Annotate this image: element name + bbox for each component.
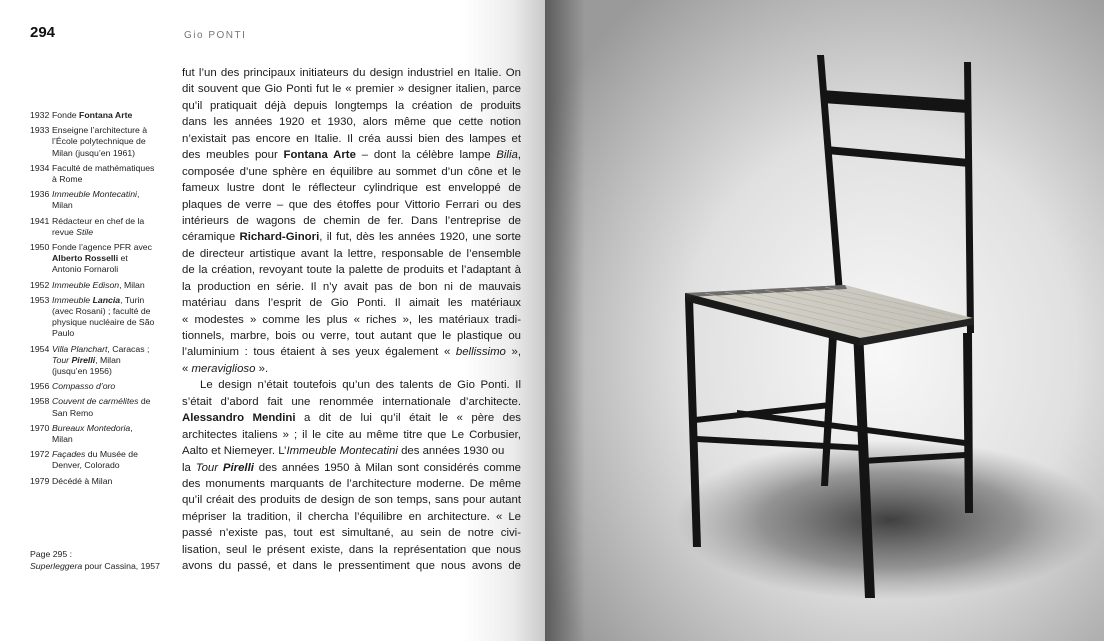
text-run: Immeuble Edison bbox=[52, 279, 120, 290]
text-run: Tour bbox=[52, 354, 72, 365]
emphasis-text: Pirelli bbox=[222, 461, 254, 474]
text-run: Fontana Arte bbox=[79, 110, 133, 120]
chronology-event bbox=[52, 344, 155, 378]
text-run: meraviglioso bbox=[191, 362, 256, 375]
chronology-event bbox=[52, 163, 155, 185]
text-run: des années 1950 à Milan sont considérés comme bbox=[253, 461, 522, 474]
chronology-year: 1954 bbox=[30, 343, 50, 354]
text-run: composée d’une sphère en équilibre au sommet d’un cône et le bbox=[182, 165, 521, 178]
body-text-line bbox=[182, 98, 521, 114]
chronology-entry bbox=[30, 163, 155, 185]
text-run: Faculté de mathématiques à Rome bbox=[52, 162, 155, 185]
chair-shadow bbox=[675, 440, 1104, 600]
text-run: Fontana Arte bbox=[283, 149, 356, 162]
chronology-year: 1956 bbox=[30, 381, 50, 392]
chronology-event bbox=[52, 110, 155, 121]
body-text-line bbox=[182, 509, 521, 525]
emphasis-text: Lancia bbox=[92, 294, 121, 305]
text-run: , Milan bbox=[119, 279, 145, 290]
text-run: dans les années 1920 et 1930, alors même que cette notion bbox=[182, 116, 521, 129]
chronology-entry bbox=[30, 216, 155, 238]
body-text-line bbox=[182, 410, 521, 426]
body-text-line bbox=[182, 492, 521, 508]
text-run: Rédacteur en chef de la revue bbox=[52, 215, 145, 237]
text-run: , Caracas ; bbox=[107, 343, 150, 354]
text-run: , Turin (avec Rosani) ; faculté de physique nucléaire de São Paulo bbox=[52, 294, 155, 339]
text-run: Alessandro Mendini bbox=[182, 412, 296, 425]
text-run: », bbox=[505, 346, 522, 359]
text-run: qu’il pratiquait déjà depuis longtemps la création de produits bbox=[182, 99, 521, 112]
caption-title bbox=[30, 560, 170, 572]
text-run: Stile bbox=[76, 226, 94, 237]
text-run: Tour bbox=[195, 461, 223, 474]
page-number: 294 bbox=[30, 24, 56, 41]
text-run: Couvent de carmélites bbox=[52, 396, 139, 407]
running-head: Gio PONTI bbox=[184, 30, 247, 41]
chronology-entry bbox=[30, 476, 155, 487]
text-run: – dont la célèbre lampe bbox=[355, 149, 497, 162]
text-run: Immeuble Montecatini bbox=[52, 189, 137, 200]
chronology-year: 1970 bbox=[30, 422, 50, 433]
chronology-entry bbox=[30, 280, 155, 291]
text-run: s’était d’abord fait une renommée internationale d’architecte. bbox=[182, 395, 521, 408]
caption-product-name: Superleggera bbox=[30, 561, 83, 571]
text-run: de San Remo bbox=[52, 396, 151, 418]
text-run: a dit de lui qu’il était le « père des bbox=[295, 412, 522, 425]
text-run: du Musée de Denver, Colorado bbox=[52, 449, 138, 471]
chronology-year: 1953 bbox=[30, 294, 50, 305]
text-run: plaques de verre – que des étoffes pour Vittorio Ferrari ou des bbox=[182, 198, 521, 211]
text-run: la bbox=[182, 461, 196, 474]
body-text-line bbox=[182, 197, 521, 213]
text-run: dit souvent que Gio Ponti fut le « premier » designer italien, parce bbox=[182, 83, 521, 96]
text-run: Immeuble bbox=[52, 294, 93, 305]
text-run: , Milan bbox=[52, 189, 140, 211]
photo-caption bbox=[30, 548, 170, 572]
chronology-event bbox=[52, 476, 155, 487]
text-run: n’existait pas encore en Italie. Il créa aussi bien des lampes et bbox=[182, 132, 521, 145]
text-run: Immeuble Montecatini bbox=[286, 445, 398, 458]
chronology-entry bbox=[30, 110, 155, 121]
text-run: Façades bbox=[52, 449, 86, 460]
text-run: céramique bbox=[182, 231, 240, 244]
caption-page-ref: Page 295 : bbox=[30, 549, 73, 559]
chronology-year: 1934 bbox=[30, 162, 50, 173]
chronology-year: 1936 bbox=[30, 189, 50, 200]
chronology-entry bbox=[30, 189, 155, 211]
text-run: « modestes » comme les plus « riches », les matériaux tradi- bbox=[182, 313, 521, 326]
chronology-event bbox=[52, 216, 155, 238]
chronology-entry bbox=[30, 396, 155, 418]
chronology-entry bbox=[30, 344, 155, 378]
text-run: Décédé à Milan bbox=[52, 475, 113, 486]
body-text-line bbox=[182, 81, 521, 97]
text-run: des années 1930 ou bbox=[397, 445, 505, 458]
text-run: de la création, revoyant toute la palette de produits et l’adaptant à bbox=[182, 264, 521, 277]
text-run: , Milan bbox=[52, 422, 133, 445]
text-run: des monuments marquants de l’architecture moderne. De même bbox=[182, 477, 521, 490]
chronology-event bbox=[52, 449, 155, 471]
chronology-event bbox=[52, 396, 155, 418]
caption-credit: pour Cassina, 1957 bbox=[82, 561, 160, 571]
text-run: Bilia bbox=[496, 149, 518, 162]
chronology-year: 1958 bbox=[30, 396, 50, 407]
text-run bbox=[223, 462, 254, 474]
chronology-year: 1972 bbox=[30, 449, 50, 460]
left-page bbox=[0, 0, 545, 641]
chronology-event bbox=[52, 280, 155, 291]
text-run: et Antonio Fornaroli bbox=[52, 253, 128, 275]
text-run: , Milan (jusqu’en 1956) bbox=[52, 354, 121, 377]
gutter-shadow bbox=[545, 0, 585, 641]
text-run: Alberto Rosselli bbox=[52, 253, 119, 264]
emphasis-text: Pirelli bbox=[71, 354, 96, 365]
text-run: Aalto et Niemeyer. L’ bbox=[182, 445, 287, 458]
chronology-year: 1933 bbox=[30, 125, 50, 136]
text-run: des meubles pour bbox=[182, 149, 284, 162]
body-text-line bbox=[182, 246, 521, 262]
chair-photo bbox=[545, 0, 1104, 641]
text-run: matériau dans l’esprit de Gio Ponti. Il aimait les matériaux bbox=[182, 297, 521, 310]
text-run: qu’il créait des produits de design de son temps, sans pour autant bbox=[182, 494, 521, 507]
body-text-column bbox=[182, 65, 521, 575]
text-run: passé n’existe pas, tout est simultané, au sein de notre civi- bbox=[182, 527, 521, 540]
text-run: Compasso d’oro bbox=[52, 381, 116, 392]
text-run: architectes italiens » ; il le cite au même titre que Le Corbusier, bbox=[182, 428, 521, 441]
text-run: Richard-Ginori bbox=[239, 231, 320, 244]
chronology-entry bbox=[30, 423, 155, 445]
body-text-line bbox=[182, 361, 521, 377]
body-text-line bbox=[182, 114, 521, 130]
text-run: l’aluminium : tous étaient à ses yeux également « bbox=[182, 346, 456, 359]
body-text-line bbox=[182, 295, 521, 311]
text-run: de directeur artistique avant la lettre, responsable de l’ensemble bbox=[182, 247, 521, 260]
chronology-entry bbox=[30, 449, 155, 471]
body-text-line bbox=[182, 180, 521, 196]
chronology-entry bbox=[30, 125, 155, 159]
body-text-line bbox=[182, 344, 521, 360]
text-run: intérieurs de wagons de chemin de fer. Dans l’entreprise de bbox=[182, 214, 521, 227]
text-run: avons du passé, et dans le pressentiment que nous avons de bbox=[182, 560, 521, 573]
text-run: lisation, seul le présent existe, dans la représentation que nous bbox=[182, 543, 521, 556]
body-text-line bbox=[182, 229, 521, 245]
body-text-line bbox=[182, 164, 521, 180]
text-run: , il fut, dès les années 1920, une sorte bbox=[319, 231, 521, 244]
chronology-sidebar bbox=[30, 110, 155, 491]
text-run: fut l’un des principaux initiateurs du design industriel en Italie. On bbox=[182, 67, 521, 79]
text-run: la production en série. Il n’y avait pas de bon ni de mauvais bbox=[182, 280, 521, 293]
chronology-year: 1932 bbox=[30, 110, 50, 120]
text-run: « bbox=[182, 362, 192, 375]
chronology-year: 1941 bbox=[30, 215, 50, 226]
body-text-line bbox=[182, 131, 521, 147]
chronology-event bbox=[52, 381, 155, 392]
text-run: Fonde bbox=[52, 110, 80, 120]
chronology-event bbox=[52, 125, 155, 159]
text-run: Villa Planchart bbox=[52, 343, 108, 354]
chronology-event bbox=[52, 295, 155, 340]
chronology-event bbox=[52, 242, 155, 276]
body-text-line bbox=[182, 262, 521, 278]
text-run: bellissimo bbox=[455, 346, 506, 359]
text-run: Enseigne l’architecture à l’École polytechnique de Milan (jusqu’en 1961) bbox=[52, 125, 148, 158]
right-page bbox=[545, 0, 1104, 641]
body-text-line bbox=[182, 147, 521, 163]
text-run: Bureaux Montedoria bbox=[52, 422, 131, 433]
chronology-event bbox=[52, 423, 155, 445]
text-run: fameux lustre dont le réflecteur cylindrique est enveloppé de bbox=[182, 182, 521, 195]
body-text-line bbox=[182, 558, 521, 574]
chronology-year: 1952 bbox=[30, 279, 50, 290]
body-text-line bbox=[182, 443, 521, 459]
body-text-line bbox=[182, 279, 521, 295]
chronology-event bbox=[52, 189, 155, 211]
chronology-year: 1979 bbox=[30, 475, 50, 486]
body-text-line bbox=[182, 525, 521, 541]
text-run: ». bbox=[255, 362, 269, 375]
body-text-line bbox=[182, 427, 521, 443]
body-text-line bbox=[182, 394, 521, 410]
text-run: tionnels, marbre, bois ou verre, tout autant que le plastique ou bbox=[182, 330, 521, 342]
body-text-line bbox=[182, 312, 521, 328]
body-text-line bbox=[182, 460, 521, 476]
chronology-year: 1950 bbox=[30, 242, 50, 253]
chronology-entry bbox=[30, 242, 155, 276]
body-text-line bbox=[182, 476, 521, 492]
body-text-line bbox=[182, 65, 521, 81]
text-run bbox=[71, 355, 95, 365]
body-text-line bbox=[182, 328, 521, 344]
body-text-line bbox=[182, 213, 521, 229]
text-run: Le design n’était toutefois qu’un des talents de Gio Ponti. Il bbox=[200, 379, 521, 392]
text-run bbox=[93, 295, 121, 305]
text-run: , bbox=[517, 149, 521, 162]
body-text-line bbox=[182, 542, 521, 558]
chronology-entry bbox=[30, 381, 155, 392]
text-run: Fonde l’agence PFR avec bbox=[52, 242, 152, 253]
chronology-entry bbox=[30, 295, 155, 340]
text-run: mépriser la tradition, il chercha l’équilibre en architecture. « Le bbox=[182, 510, 521, 523]
body-text-line bbox=[182, 377, 521, 393]
